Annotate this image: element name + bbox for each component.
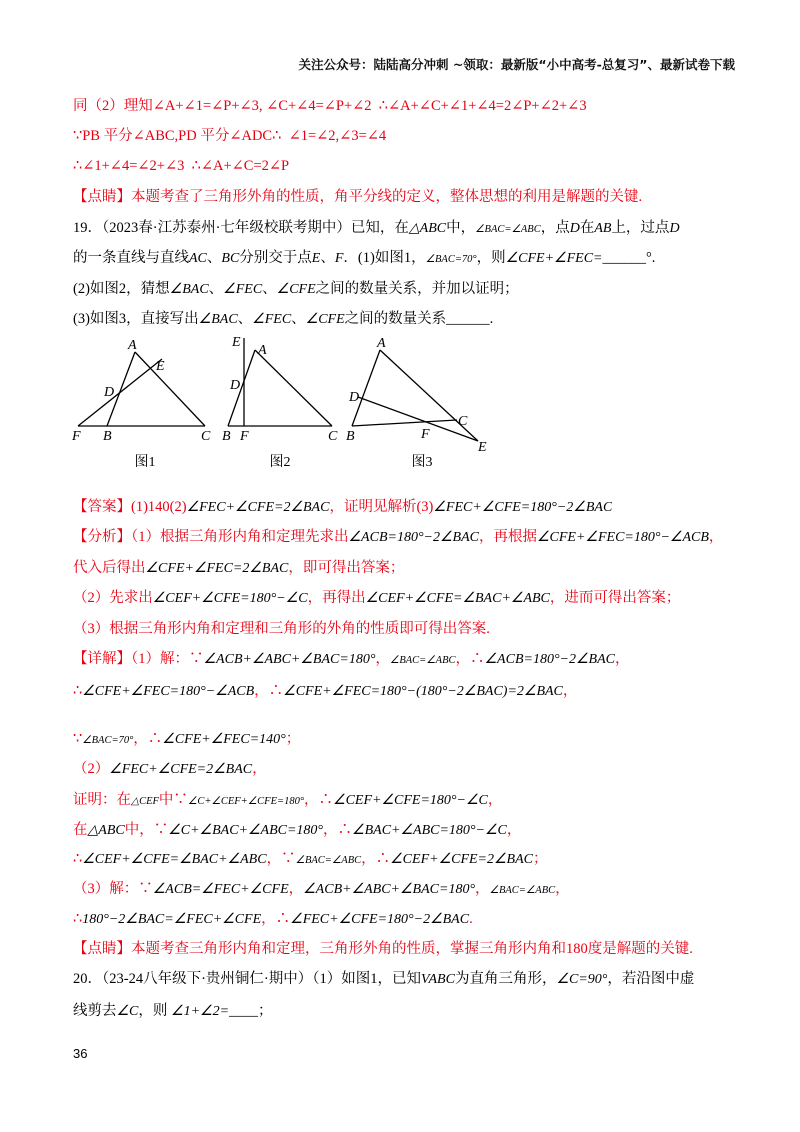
text-run: （2）先求出 (73, 590, 153, 606)
text-run: ，∴ (254, 683, 284, 699)
math-expression: ∠BAC=∠ABC (475, 224, 541, 235)
text-run: (3)如图3，直接写出 (73, 311, 199, 327)
text-run: 代入后得出 (73, 560, 146, 576)
math-expression: ∠CEF+∠CFE=∠BAC+∠ABC (82, 852, 267, 867)
math-expression: ∠CFE+∠FEC=180°−∠ACB (536, 530, 709, 545)
point-label: E (232, 335, 241, 350)
math-expression: ∠CEF+∠CFE=180°−∠C (152, 591, 308, 606)
segment-ac (135, 352, 205, 426)
math-expression: ∠CEF+∠CFE=∠BAC+∠ABC (365, 591, 550, 606)
question-line (73, 216, 680, 240)
segment-ab (352, 350, 380, 426)
segment-ac (255, 350, 332, 426)
text-run: 为直角三角形， (454, 971, 557, 987)
math-expression: VABC (420, 972, 455, 987)
text-run: ．(1)如图1， (343, 250, 426, 266)
math-expression: ∠CFE (276, 282, 316, 297)
math-expression: ∠FEC+∠CFE=2∠BAC (109, 762, 253, 777)
text-run: 证明：在 (73, 792, 131, 808)
math-expression: ∠FEC (252, 312, 292, 327)
figure-caption: 图1 (134, 455, 156, 470)
question-line (73, 277, 519, 301)
answer-line (73, 495, 612, 519)
text-run: ； (533, 851, 548, 867)
point-label: B (103, 429, 112, 444)
math-expression: F (334, 251, 344, 266)
math-expression: ∠C+∠BAC+∠ABC=180° (168, 823, 324, 838)
figure-2 (222, 335, 338, 470)
math-expression: ∠BAC=∠ABC (389, 655, 456, 666)
point-label: C (328, 429, 338, 444)
analysis-line (73, 525, 723, 549)
text-run: ，点 (540, 220, 570, 236)
text-run: ，∴ (261, 911, 291, 927)
text-run: ，∴ (323, 822, 353, 838)
math-expression: AB (594, 221, 612, 236)
text-run: . (469, 911, 473, 927)
text-run: 【点睛】本题考查三角形内角和定理，三角形外角的性质，掌握三角形内角和180度是解题的关键. (73, 941, 693, 957)
math-expression: BC (221, 251, 240, 266)
detail-line (73, 788, 502, 812)
text-run: ， (375, 651, 390, 667)
math-expression: ∠BAC (169, 282, 209, 297)
text-run: ， (487, 792, 503, 808)
figure-caption: 图2 (269, 455, 291, 470)
detail-line (73, 679, 577, 703)
text-run: 【详解】（1）解：∵ (73, 651, 204, 667)
point-label: A (377, 336, 386, 351)
math-expression: ∠C (116, 1004, 139, 1019)
text-run: 19．（2023春·江苏泰州·七年级校联考期中）已知，在 (73, 220, 409, 236)
math-expression: △CEF (131, 796, 159, 807)
text-run: ， (555, 881, 570, 897)
point-label: D (230, 378, 241, 393)
text-run: ∵PB 平分∠ABC,PD 平分∠ADC∴ ∠1=∠2,∠3=∠4 (73, 128, 387, 144)
text-run: ______°. (602, 250, 656, 266)
text-run: ∵ (73, 731, 83, 747)
point-label: E (156, 359, 165, 374)
detail-line (73, 907, 473, 931)
point-label: C (201, 429, 211, 444)
text-run: ∴ (73, 851, 83, 867)
figure-3 (346, 336, 487, 470)
text-run: ， (506, 822, 522, 838)
math-expression: ∠FEC+∠CFE=180°−2∠BAC (433, 500, 613, 515)
text-run: 同（2）理知∠A+∠1=∠P+∠3, ∠C+∠4=∠P+∠2 ∴∠A+∠C+∠1+∠4=2∠P+∠2+∠3 (73, 98, 587, 114)
point-label: B (222, 429, 231, 444)
math-expression: D (669, 221, 680, 236)
text-run: ，再根据 (478, 529, 537, 545)
text-run: 、 (262, 281, 277, 297)
text-run: 【点睛】本题考查了三角形外角的性质，角平分线的定义，整体思想的利用是解题的关键. (73, 189, 643, 205)
math-expression: ∠FEC+∠CFE=2∠BAC (186, 500, 330, 515)
solution-line (73, 154, 289, 178)
text-run: ， (288, 881, 304, 897)
text-run: ，∴ (304, 792, 334, 808)
text-run: 在 (579, 220, 595, 236)
question-line (73, 999, 273, 1023)
point-label: A (128, 338, 137, 353)
math-expression: ∠BAC (198, 312, 238, 327)
point-label: C (458, 414, 468, 429)
text-run: 20．（23-24八年级下·贵州铜仁·期中）（1）如图1，已知 (73, 971, 421, 987)
question-line (73, 307, 493, 331)
math-expression: ∠ACB=∠FEC+∠CFE (152, 882, 289, 897)
analysis-line (73, 617, 490, 641)
math-expression: △ABC (408, 221, 447, 236)
text-run: （3）解：∵ (73, 881, 153, 897)
math-expression: ∠CFE+∠FEC=180°−(180°−2∠BAC)=2∠BAC (283, 684, 563, 699)
key-point-line (73, 937, 693, 961)
point-label: F (72, 429, 81, 444)
text-run: ； (285, 731, 301, 747)
text-run: 上，过点 (611, 220, 670, 236)
text-run: ， (562, 683, 578, 699)
text-run: 之间的数量关系，并加以证明； (315, 281, 519, 297)
geometry-figures (0, 330, 520, 480)
text-run: 在 (73, 822, 88, 838)
point-label: F (240, 429, 249, 444)
math-expression: ∠FEC (223, 282, 263, 297)
text-run: ，∵ (266, 851, 296, 867)
text-run: ，进而可得出答案； (549, 590, 681, 606)
text-run: ， (708, 529, 724, 545)
math-expression: ∠1+∠2= (171, 1004, 230, 1019)
math-expression: E (311, 251, 321, 266)
text-run: 【答案】(1)140(2) (73, 499, 187, 515)
text-run: ，再得出 (307, 590, 366, 606)
math-expression: ∠BAC=70° (82, 735, 134, 746)
text-run: 、 (320, 250, 335, 266)
text-run: ，∴ (133, 731, 163, 747)
text-run: 【分析】（1）根据三角形内角和定理先求出 (73, 529, 349, 545)
text-run: ∴∠1+∠4=∠2+∠3 ∴∠A+∠C=2∠P (73, 158, 290, 174)
text-run: ∴ (73, 683, 83, 699)
text-run: ，证明见解析(3) (329, 499, 434, 515)
math-expression: ∠ACB=180°−2∠BAC (484, 652, 615, 667)
math-expression: ∠ACB=180°−2∠BAC (348, 530, 479, 545)
text-run: ， (252, 761, 267, 777)
question-line (73, 246, 655, 270)
text-run: ，即可得出答案； (288, 560, 405, 576)
text-run: ____； (229, 1003, 273, 1019)
detail-line (73, 818, 521, 842)
math-expression: △ABC (87, 823, 125, 838)
segment-bc (352, 420, 457, 426)
question-line (73, 967, 694, 991)
text-run: 、 (291, 311, 306, 327)
page-header: 关注公众号：陆陆高分冲刺 ~领取：最新版“小中高考-总复习”、最新试卷下载 (298, 57, 735, 72)
math-expression: ∠C=90° (556, 972, 608, 987)
math-expression: ∠CFE (305, 312, 345, 327)
point-label: F (421, 427, 430, 442)
math-expression: ∠CFE+∠FEC=2∠BAC (145, 561, 289, 576)
key-point-line (73, 185, 642, 209)
text-run: 之间的数量关系______. (344, 311, 494, 327)
math-expression: AC (189, 251, 207, 266)
solution-line (73, 124, 386, 148)
math-expression: ∠C+∠CEF+∠CFE=180° (187, 796, 305, 807)
detail-line (73, 757, 267, 781)
math-expression: ∠BAC=∠ABC (489, 885, 556, 896)
math-expression: ∠BAC+∠ABC=180°−∠C (352, 823, 507, 838)
text-run: 中，∵ (124, 822, 169, 838)
transversal-line (78, 359, 162, 426)
text-run: ， (475, 881, 490, 897)
math-expression: ∠ACB+∠ABC+∠BAC=180° (303, 882, 476, 897)
text-run: （2） (73, 761, 110, 777)
detail-line (73, 647, 629, 671)
text-run: ∴ (73, 911, 83, 927)
text-run: ，则 (476, 250, 506, 266)
math-expression: ∠CEF+∠CFE=2∠BAC (390, 852, 533, 867)
text-run: 、 (237, 311, 253, 327)
point-label: A (258, 343, 267, 358)
figure-1 (71, 338, 211, 470)
math-expression: ∠CFE+∠FEC=140° (162, 732, 286, 747)
text-run: （3）根据三角形内角和定理和三角形的外角的性质即可得出答案. (73, 621, 490, 637)
text-run: ，∴ (455, 651, 485, 667)
math-expression: 180°−2∠BAC=∠FEC+∠CFE (82, 912, 262, 927)
text-run: ，若沿图中虚 (607, 971, 695, 987)
text-run: 中∵ (158, 792, 188, 808)
point-label: D (104, 385, 115, 400)
analysis-line (73, 586, 680, 610)
text-run: 分别交于点 (239, 250, 312, 266)
detail-line (73, 847, 548, 871)
point-label: B (346, 429, 355, 444)
math-expression: ∠CFE+∠FEC=180°−∠ACB (82, 684, 255, 699)
text-run: ，则 (138, 1003, 172, 1019)
text-run: (2)如图2，猜想 (73, 281, 170, 297)
figure-caption: 图3 (411, 455, 433, 470)
text-run: ， (614, 651, 630, 667)
math-expression: D (569, 221, 580, 236)
text-run: 、 (206, 250, 222, 266)
point-label: D (349, 390, 360, 405)
math-expression: ∠CFE+∠FEC= (505, 251, 603, 266)
math-expression: ∠BAC=∠ABC (295, 855, 362, 866)
solution-line (73, 94, 587, 118)
math-expression: ∠ACB+∠ABC+∠BAC=180° (203, 652, 376, 667)
detail-line (73, 877, 570, 901)
text-run: 中， (446, 220, 476, 236)
math-expression: ∠BAC=70° (425, 254, 477, 265)
analysis-line (73, 556, 404, 580)
math-expression: ∠FEC+∠CFE=180°−2∠BAC (290, 912, 470, 927)
page-number: 36 (73, 1046, 88, 1061)
detail-line (73, 727, 300, 751)
text-run: 线剪去 (73, 1003, 117, 1019)
text-run: ，∴ (361, 851, 391, 867)
math-expression: ∠CEF+∠CFE=180°−∠C (333, 793, 488, 808)
text-run: 的一条直线与直线 (73, 250, 189, 266)
point-label: E (478, 440, 487, 455)
text-run: 、 (208, 281, 224, 297)
